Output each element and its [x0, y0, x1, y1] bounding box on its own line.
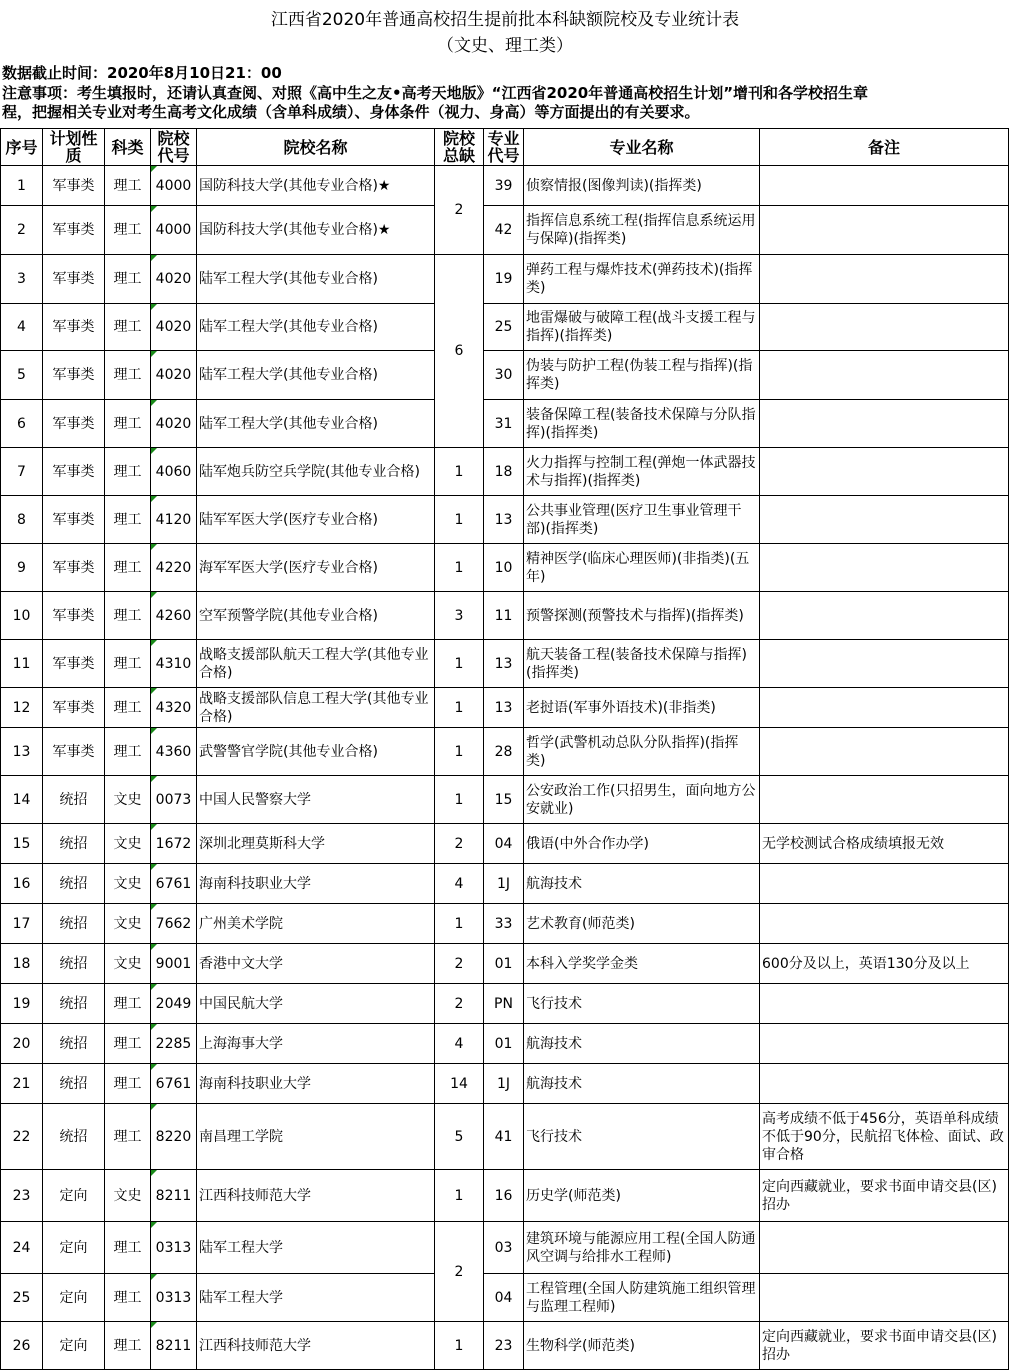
cell-major-code: 10 — [484, 544, 524, 592]
cell-school-vacancy: 6 — [435, 255, 484, 448]
cell-plan-type: 军事类 — [43, 255, 105, 304]
cell-school-vacancy: 14 — [435, 1064, 484, 1104]
cell-major-name: 指挥信息系统工程(指挥信息系统运用与保障)(指挥类) — [524, 206, 760, 255]
cell-plan-type: 军事类 — [43, 166, 105, 206]
table-row — [1, 496, 1009, 544]
cell-seq: 18 — [1, 944, 43, 984]
cell-major-name: 工程管理(全国人防建筑施工组织管理与监理工程师) — [524, 1274, 760, 1322]
cell-subject: 理工 — [105, 544, 151, 592]
cell-remarks — [760, 640, 1009, 688]
cell-school-code: 4320 — [151, 688, 197, 728]
cell-school-name: 战略支援部队航天工程大学(其他专业合格) — [197, 640, 435, 688]
cell-major-name: 公共事业管理(医疗卫生事业管理干部)(指挥类) — [524, 496, 760, 544]
cell-major-name: 航海技术 — [524, 1064, 760, 1104]
cell-major-name: 艺术教育(师范类) — [524, 904, 760, 944]
cell-plan-type: 定向 — [43, 1170, 105, 1222]
notice-line-2: 程，把握相关专业对考生高考文化成绩（含单科成绩）、身体条件（视力、身高）等方面提出的有关要求。 — [2, 103, 700, 121]
cell-subject: 理工 — [105, 640, 151, 688]
cell-seq: 2 — [1, 206, 43, 255]
cell-plan-type: 定向 — [43, 1222, 105, 1274]
cell-subject: 理工 — [105, 206, 151, 255]
cell-remarks: 600分及以上，英语130分及以上 — [760, 944, 1009, 984]
cell-subject: 理工 — [105, 1274, 151, 1322]
cell-school-code: 4000 — [151, 166, 197, 206]
cell-plan-type: 军事类 — [43, 400, 105, 448]
header-major-name: 专业名称 — [524, 129, 760, 166]
cell-school-code: 4020 — [151, 351, 197, 400]
cell-school-name: 陆军工程大学(其他专业合格) — [197, 304, 435, 351]
header-major-code: 专业代号 — [484, 129, 524, 166]
cell-school-vacancy: 1 — [435, 776, 484, 824]
cell-plan-type: 军事类 — [43, 688, 105, 728]
cell-major-name: 生物科学(师范类) — [524, 1322, 760, 1370]
cell-plan-type: 军事类 — [43, 448, 105, 496]
cell-plan-type: 统招 — [43, 864, 105, 904]
cell-school-vacancy: 2 — [435, 1222, 484, 1322]
cell-school-name: 深圳北理莫斯科大学 — [197, 824, 435, 864]
cell-subject: 理工 — [105, 984, 151, 1024]
cell-school-name: 中国民航大学 — [197, 984, 435, 1024]
cell-subject: 文史 — [105, 824, 151, 864]
cell-major-code: PN — [484, 984, 524, 1024]
table-row — [1, 1274, 1009, 1322]
cell-seq: 6 — [1, 400, 43, 448]
cell-plan-type: 军事类 — [43, 496, 105, 544]
cell-subject: 文史 — [105, 776, 151, 824]
cell-subject: 理工 — [105, 255, 151, 304]
cell-plan-type: 统招 — [43, 904, 105, 944]
cell-major-name: 侦察情报(图像判读)(指挥类) — [524, 166, 760, 206]
cell-remarks — [760, 776, 1009, 824]
cell-seq: 19 — [1, 984, 43, 1024]
cell-major-code: 25 — [484, 304, 524, 351]
cell-remarks — [760, 984, 1009, 1024]
cell-school-vacancy: 2 — [435, 824, 484, 864]
cell-school-name: 陆军炮兵防空兵学院(其他专业合格) — [197, 448, 435, 496]
cell-school-vacancy: 2 — [435, 166, 484, 255]
cell-major-code: 01 — [484, 1024, 524, 1064]
table-row — [1, 1104, 1009, 1170]
cell-plan-type: 统招 — [43, 1104, 105, 1170]
cell-plan-type: 统招 — [43, 1024, 105, 1064]
cell-school-name: 陆军工程大学(其他专业合格) — [197, 255, 435, 304]
cell-school-code: 0313 — [151, 1274, 197, 1322]
cell-school-vacancy: 2 — [435, 944, 484, 984]
cell-major-name: 航海技术 — [524, 864, 760, 904]
cell-major-name: 精神医学(临床心理医师)(非指类)(五年) — [524, 544, 760, 592]
cell-remarks — [760, 496, 1009, 544]
cell-school-code: 4020 — [151, 255, 197, 304]
cell-major-code: 1J — [484, 1064, 524, 1104]
cell-major-code: 1J — [484, 864, 524, 904]
table-row — [1, 1222, 1009, 1274]
cell-plan-type: 军事类 — [43, 206, 105, 255]
cell-subject: 理工 — [105, 304, 151, 351]
cell-remarks — [760, 904, 1009, 944]
cell-school-code: 1672 — [151, 824, 197, 864]
cell-school-vacancy: 1 — [435, 496, 484, 544]
cell-subject: 理工 — [105, 496, 151, 544]
cell-school-code: 8211 — [151, 1322, 197, 1370]
cell-seq: 11 — [1, 640, 43, 688]
cell-seq: 14 — [1, 776, 43, 824]
cell-remarks: 定向西藏就业，要求书面申请交县(区)招办 — [760, 1322, 1009, 1370]
vacancy-table — [0, 128, 1009, 1370]
cell-remarks — [760, 1222, 1009, 1274]
cell-major-name: 航海技术 — [524, 1024, 760, 1064]
cell-subject: 理工 — [105, 1064, 151, 1104]
cell-major-code: 03 — [484, 1222, 524, 1274]
cell-seq: 23 — [1, 1170, 43, 1222]
cell-school-code: 4020 — [151, 304, 197, 351]
data-cutoff-time: 数据截止时间：2020年8月10日21：00 — [2, 64, 282, 82]
cell-major-code: 39 — [484, 166, 524, 206]
cell-school-name: 陆军工程大学(其他专业合格) — [197, 400, 435, 448]
cell-subject: 理工 — [105, 1104, 151, 1170]
cell-school-code: 9001 — [151, 944, 197, 984]
cell-major-name: 火力指挥与控制工程(弹炮一体武器技术与指挥)(指挥类) — [524, 448, 760, 496]
cell-school-name: 陆军工程大学(其他专业合格) — [197, 351, 435, 400]
cell-seq: 13 — [1, 728, 43, 776]
table-row — [1, 166, 1009, 206]
header-school-vacancy: 院校总缺 — [435, 129, 484, 166]
cell-major-name: 飞行技术 — [524, 984, 760, 1024]
cell-seq: 25 — [1, 1274, 43, 1322]
header-plan-type: 计划性质 — [43, 129, 105, 166]
cell-school-vacancy: 1 — [435, 728, 484, 776]
table-row — [1, 304, 1009, 351]
cell-school-name: 南昌理工学院 — [197, 1104, 435, 1170]
cell-school-name: 海军军医大学(医疗专业合格) — [197, 544, 435, 592]
cell-school-code: 0313 — [151, 1222, 197, 1274]
cell-major-name: 伪装与防护工程(伪装工程与指挥)(指挥类) — [524, 351, 760, 400]
cell-remarks — [760, 351, 1009, 400]
header-subject: 科类 — [105, 129, 151, 166]
cell-subject: 理工 — [105, 448, 151, 496]
cell-remarks — [760, 544, 1009, 592]
cell-remarks — [760, 448, 1009, 496]
cell-remarks — [760, 206, 1009, 255]
cell-subject: 理工 — [105, 1322, 151, 1370]
cell-remarks: 定向西藏就业，要求书面申请交县(区)招办 — [760, 1170, 1009, 1222]
cell-seq: 8 — [1, 496, 43, 544]
cell-subject: 文史 — [105, 944, 151, 984]
cell-school-name: 上海海事大学 — [197, 1024, 435, 1064]
table-row — [1, 1170, 1009, 1222]
cell-school-vacancy: 1 — [435, 448, 484, 496]
cell-school-name: 战略支援部队信息工程大学(其他专业合格) — [197, 688, 435, 728]
table-title: 江西省2020年普通高校招生提前批本科缺额院校及专业统计表 — [270, 10, 740, 30]
cell-school-vacancy: 4 — [435, 1024, 484, 1064]
cell-remarks: 无学校测试合格成绩填报无效 — [760, 824, 1009, 864]
cell-major-name: 老挝语(军事外语技术)(非指类) — [524, 688, 760, 728]
cell-school-code: 4020 — [151, 400, 197, 448]
cell-remarks — [760, 1024, 1009, 1064]
cell-school-code: 4220 — [151, 544, 197, 592]
cell-major-name: 历史学(师范类) — [524, 1170, 760, 1222]
cell-subject: 理工 — [105, 400, 151, 448]
table-row — [1, 400, 1009, 448]
cell-plan-type: 统招 — [43, 984, 105, 1024]
cell-school-code: 4120 — [151, 496, 197, 544]
cell-school-name: 陆军工程大学 — [197, 1222, 435, 1274]
cell-major-name: 飞行技术 — [524, 1104, 760, 1170]
cell-school-code: 4310 — [151, 640, 197, 688]
cell-plan-type: 统招 — [43, 824, 105, 864]
cell-remarks — [760, 592, 1009, 640]
header-row — [1, 129, 1009, 166]
cell-school-vacancy: 1 — [435, 544, 484, 592]
table-row — [1, 824, 1009, 864]
table-row — [1, 688, 1009, 728]
cell-school-vacancy: 5 — [435, 1104, 484, 1170]
cell-remarks — [760, 864, 1009, 904]
cell-school-code: 8220 — [151, 1104, 197, 1170]
cell-major-code: 13 — [484, 496, 524, 544]
cell-seq: 22 — [1, 1104, 43, 1170]
cell-plan-type: 定向 — [43, 1322, 105, 1370]
table-row — [1, 1322, 1009, 1370]
header-school-code: 院校代号 — [151, 129, 197, 166]
cell-seq: 5 — [1, 351, 43, 400]
cell-major-code: 30 — [484, 351, 524, 400]
table-row — [1, 640, 1009, 688]
cell-remarks — [760, 166, 1009, 206]
cell-major-code: 19 — [484, 255, 524, 304]
cell-major-code: 16 — [484, 1170, 524, 1222]
cell-major-name: 航天装备工程(装备技术保障与指挥)(指挥类) — [524, 640, 760, 688]
cell-school-name: 香港中文大学 — [197, 944, 435, 984]
cell-major-name: 哲学(武警机动总队分队指挥)(指挥类) — [524, 728, 760, 776]
table-row — [1, 728, 1009, 776]
table-row — [1, 448, 1009, 496]
cell-school-vacancy: 2 — [435, 984, 484, 1024]
cell-remarks — [760, 255, 1009, 304]
cell-major-name: 本科入学奖学金类 — [524, 944, 760, 984]
cell-plan-type: 军事类 — [43, 728, 105, 776]
table-row — [1, 206, 1009, 255]
cell-school-code: 6761 — [151, 864, 197, 904]
header-remarks: 备注 — [760, 129, 1009, 166]
cell-school-code: 4260 — [151, 592, 197, 640]
cell-remarks — [760, 728, 1009, 776]
cell-major-code: 28 — [484, 728, 524, 776]
cell-plan-type: 统招 — [43, 776, 105, 824]
cell-school-name: 国防科技大学(其他专业合格)★ — [197, 166, 435, 206]
cell-plan-type: 统招 — [43, 1064, 105, 1104]
cell-seq: 1 — [1, 166, 43, 206]
cell-school-code: 2049 — [151, 984, 197, 1024]
cell-major-name: 弹药工程与爆炸技术(弹药技术)(指挥类) — [524, 255, 760, 304]
header-school-name: 院校名称 — [197, 129, 435, 166]
cell-school-vacancy: 4 — [435, 864, 484, 904]
cell-school-vacancy: 1 — [435, 904, 484, 944]
table-row — [1, 592, 1009, 640]
cell-school-vacancy: 1 — [435, 640, 484, 688]
cell-seq: 7 — [1, 448, 43, 496]
cell-school-name: 江西科技师范大学 — [197, 1170, 435, 1222]
cell-major-code: 23 — [484, 1322, 524, 1370]
cell-plan-type: 军事类 — [43, 544, 105, 592]
cell-seq: 21 — [1, 1064, 43, 1104]
cell-subject: 理工 — [105, 688, 151, 728]
table-row — [1, 776, 1009, 824]
notice-line-1: 注意事项：考生填报时，还请认真查阅、对照《高中生之友•高考天地版》“江西省2020年普通高校招生计划”增刊和各学校招生章 — [2, 84, 869, 102]
cell-remarks — [760, 1064, 1009, 1104]
cell-school-name: 陆军工程大学 — [197, 1274, 435, 1322]
cell-major-code: 42 — [484, 206, 524, 255]
cell-seq: 10 — [1, 592, 43, 640]
cell-seq: 20 — [1, 1024, 43, 1064]
cell-subject: 文史 — [105, 1170, 151, 1222]
cell-school-name: 国防科技大学(其他专业合格)★ — [197, 206, 435, 255]
table-row — [1, 544, 1009, 592]
cell-major-code: 41 — [484, 1104, 524, 1170]
cell-school-code: 0073 — [151, 776, 197, 824]
cell-school-vacancy: 3 — [435, 592, 484, 640]
cell-remarks — [760, 688, 1009, 728]
cell-plan-type: 军事类 — [43, 640, 105, 688]
cell-major-code: 13 — [484, 688, 524, 728]
cell-seq: 15 — [1, 824, 43, 864]
table-row — [1, 904, 1009, 944]
cell-seq: 24 — [1, 1222, 43, 1274]
cell-plan-type: 军事类 — [43, 304, 105, 351]
cell-school-name: 中国人民警察大学 — [197, 776, 435, 824]
cell-remarks — [760, 304, 1009, 351]
cell-seq: 4 — [1, 304, 43, 351]
cell-major-name: 地雷爆破与破障工程(战斗支援工程与指挥)(指挥类) — [524, 304, 760, 351]
cell-school-vacancy: 1 — [435, 688, 484, 728]
cell-plan-type: 军事类 — [43, 351, 105, 400]
table-row — [1, 984, 1009, 1024]
cell-school-code: 8211 — [151, 1170, 197, 1222]
cell-seq: 26 — [1, 1322, 43, 1370]
cell-plan-type: 定向 — [43, 1274, 105, 1322]
table-row — [1, 1064, 1009, 1104]
cell-major-code: 04 — [484, 1274, 524, 1322]
cell-subject: 理工 — [105, 1222, 151, 1274]
cell-school-code: 2285 — [151, 1024, 197, 1064]
cell-school-name: 江西科技师范大学 — [197, 1322, 435, 1370]
cell-major-name: 预警探测(预警技术与指挥)(指挥类) — [524, 592, 760, 640]
cell-seq: 12 — [1, 688, 43, 728]
cell-major-code: 15 — [484, 776, 524, 824]
cell-subject: 理工 — [105, 728, 151, 776]
cell-major-code: 01 — [484, 944, 524, 984]
table-row — [1, 255, 1009, 304]
cell-school-name: 空军预警学院(其他专业合格) — [197, 592, 435, 640]
cell-major-name: 装备保障工程(装备技术保障与分队指挥)(指挥类) — [524, 400, 760, 448]
table-row — [1, 944, 1009, 984]
table-subtitle: （文史、理工类） — [437, 36, 573, 56]
cell-plan-type: 军事类 — [43, 592, 105, 640]
cell-school-code: 4000 — [151, 206, 197, 255]
cell-remarks: 高考成绩不低于456分，英语单科成绩不低于90分，民航招飞体检、面试、政审合格 — [760, 1104, 1009, 1170]
cell-subject: 理工 — [105, 1024, 151, 1064]
cell-school-code: 4360 — [151, 728, 197, 776]
cell-seq: 3 — [1, 255, 43, 304]
cell-school-code: 4060 — [151, 448, 197, 496]
cell-school-name: 武警警官学院(其他专业合格) — [197, 728, 435, 776]
cell-subject: 文史 — [105, 864, 151, 904]
header-seq: 序号 — [1, 129, 43, 166]
cell-major-code: 13 — [484, 640, 524, 688]
table-row — [1, 351, 1009, 400]
cell-seq: 16 — [1, 864, 43, 904]
cell-school-code: 6761 — [151, 1064, 197, 1104]
cell-major-code: 11 — [484, 592, 524, 640]
cell-seq: 17 — [1, 904, 43, 944]
cell-subject: 理工 — [105, 351, 151, 400]
cell-remarks — [760, 1274, 1009, 1322]
cell-school-vacancy: 1 — [435, 1322, 484, 1370]
cell-school-vacancy: 1 — [435, 1170, 484, 1222]
table-row — [1, 1024, 1009, 1064]
cell-subject: 文史 — [105, 904, 151, 944]
cell-seq: 9 — [1, 544, 43, 592]
cell-subject: 理工 — [105, 166, 151, 206]
cell-major-name: 建筑环境与能源应用工程(全国人防通风空调与给排水工程师) — [524, 1222, 760, 1274]
cell-school-code: 7662 — [151, 904, 197, 944]
cell-major-code: 18 — [484, 448, 524, 496]
cell-major-code: 33 — [484, 904, 524, 944]
cell-major-name: 俄语(中外合作办学) — [524, 824, 760, 864]
cell-major-name: 公安政治工作(只招男生，面向地方公安就业) — [524, 776, 760, 824]
cell-plan-type: 统招 — [43, 944, 105, 984]
cell-major-code: 04 — [484, 824, 524, 864]
cell-remarks — [760, 400, 1009, 448]
cell-school-name: 海南科技职业大学 — [197, 1064, 435, 1104]
cell-school-name: 海南科技职业大学 — [197, 864, 435, 904]
cell-subject: 理工 — [105, 592, 151, 640]
cell-major-code: 31 — [484, 400, 524, 448]
table-row — [1, 864, 1009, 904]
cell-school-name: 陆军军医大学(医疗专业合格) — [197, 496, 435, 544]
cell-school-name: 广州美术学院 — [197, 904, 435, 944]
